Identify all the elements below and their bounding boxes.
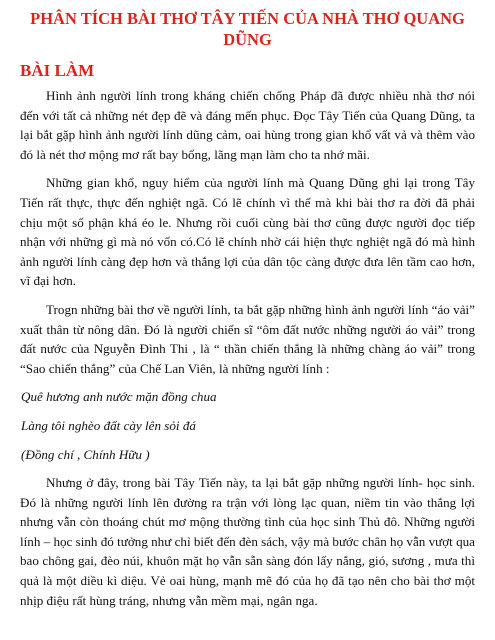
verse-line-1: Quê hương anh nước mặn đồng chua	[21, 389, 217, 405]
verse-citation: (Đồng chí , Chính Hữu )	[21, 446, 150, 462]
document-title: PHÂN TÍCH BÀI THƠ TÂY TIẾN CỦA NHÀ THƠ QUANG DŨNG	[30, 9, 465, 49]
paragraph-3: Trogn những bài thơ về người lính, ta bắt gặp những hình ảnh người lính “áo vải” xuất thân từ nông dân. Đó là người chiến sĩ “ôm đất nước những người áo vải” trong đất nước của Nguyễn Đình Thi , là “ thần chiến thắng là những chàng áo vải” trong “Sao chiến thắng” của Chế Lan Viên, là những người lính :	[20, 301, 475, 376]
section-heading: BÀI LÀM	[20, 61, 95, 80]
paragraph-4: Nhưng ở đây, trong bài Tây Tiến này, ta lại bắt gặp những người lính- học sinh. Đó là những người lính lên đường ra trận với lòng lạc quan, niềm tin vào thắng lợi nhưng vẫn còn thoáng chút mơ mộng thường tình của học sinh Thủ đô. Những người lính – học sinh đó tưởng như chỉ biết đến đèn sách, vậy mà bước chân họ vẫn vượt qua bao chông gai, đèo núi, khuôn mặt họ vẫn sẵn sàng đón lấy nắng, gió, sương , mưa thì quả là một diều kì diệu. Vẻ oai hùng, mạnh mẽ đó của họ đã tạo nên cho bài thơ một nhịp điệu rất hùng tráng, nhưng vẫn mềm mại, ngân nga.	[20, 475, 475, 608]
verse-line-2: Làng tôi nghèo đất cày lên sỏi đá	[21, 417, 196, 433]
paragraph-1: Hình ảnh người lính trong kháng chiến chống Pháp đã được nhiều nhà thơ nói đến với tất cả những nét đẹp đẽ và đáng mến phục. Đọc Tây Tiến của Quang Dũng, ta lại bắt gặp hình ảnh người lính dũng cảm, oai hùng trong gian khổ vất vả và thêm vào đó là nét thơ mộng mơ rất bay bổng, lãng mạn làm cho ta nhớ mãi.	[20, 88, 475, 162]
paragraph-2: Những gian khổ, nguy hiểm của người lính mà Quang Dũng ghi lại trong Tây Tiến rất thực, thực đến nghiệt ngã. Có lẽ chính vì thế mà khi bài thơ ra đời đã phải chịu một số phận khá éo le. Nhưng rồi cuối cùng bài thơ cũng được người đọc tiếp nhận với những gì mà nó vốn có.Có lẽ chính nhờ cái hiện thực nghiệt ngã đó mà hình ảnh người lính càng đẹp hơn và thắng lợi của dân tộc càng được đưa lên tầm cao hơn, vĩ đại hơn.	[20, 175, 475, 289]
